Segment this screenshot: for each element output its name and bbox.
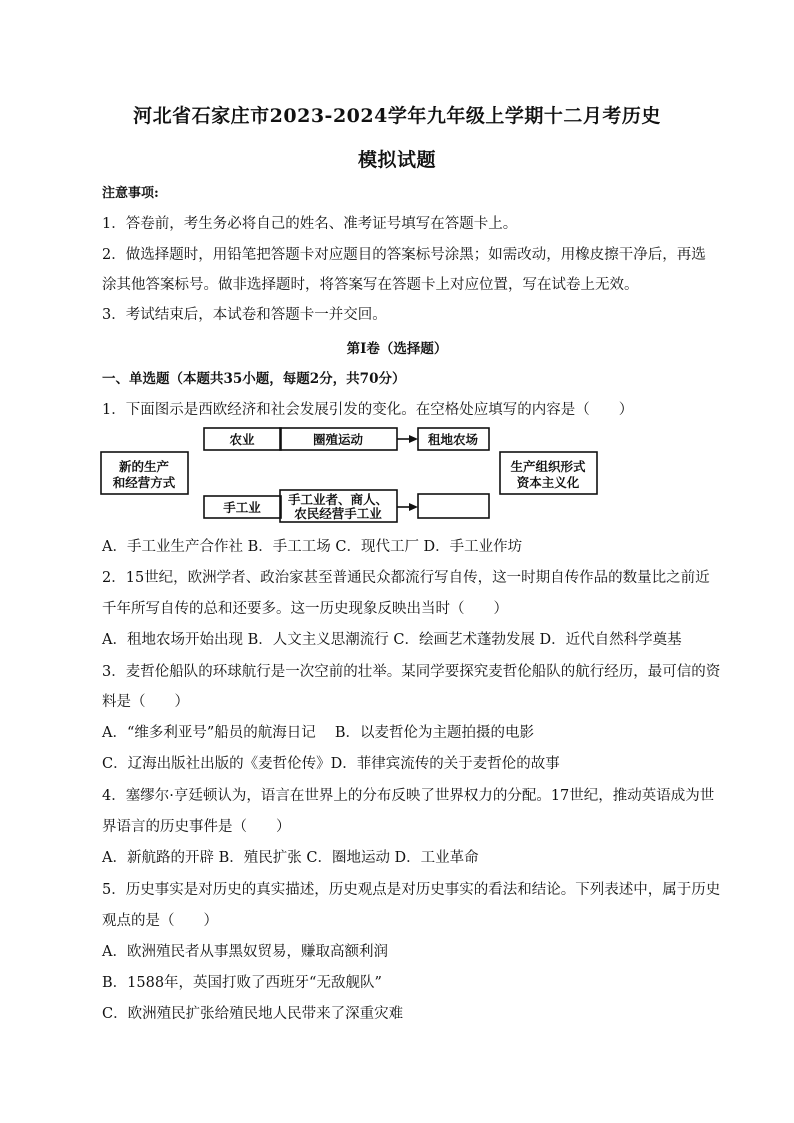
diagram-label-left-2: 和经营方式 bbox=[112, 475, 176, 490]
q3-stem-1: 3．麦哲伦船队的环球航行是一次空前的壮举。某同学要探究麦哲伦船队的航行经历，最可信的资 bbox=[102, 664, 721, 680]
diagram-label-agriculture: 农业 bbox=[229, 432, 255, 447]
q2-stem-2: 千年所写自传的总和还要多。这一历史现象反映出当时（ ） bbox=[102, 601, 508, 617]
part-heading: 一、单选题（本题共35小题，每题2分，共70分） bbox=[102, 371, 406, 387]
q1-diagram bbox=[100, 422, 600, 526]
exam-title: 河北省石家庄市2023-2024学年九年级上学期十二月考历史 bbox=[133, 105, 661, 127]
q3-options-2: C．辽海出版社出版的《麦哲伦传》D．菲律宾流传的关于麦哲伦的故事 bbox=[102, 756, 560, 772]
q5-stem-1: 5．历史事实是对历史的真实描述，历史观点是对历史事实的看法和结论。下列表述中，属于历史 bbox=[102, 882, 721, 898]
diagram-label-enclosure: 圈殖运动 bbox=[312, 432, 364, 447]
diagram-label-farm: 租地农场 bbox=[427, 432, 479, 447]
notice-heading: 注意事项: bbox=[102, 186, 159, 201]
diagram-label-left-1: 新的生产 bbox=[118, 459, 170, 474]
notice-item-1: 1．答卷前，考生务必将自己的姓名、准考证号填写在答题卡上。 bbox=[102, 216, 518, 232]
q4-stem-2: 界语言的历史事件是（ ） bbox=[102, 819, 291, 835]
arrow-head-top bbox=[409, 435, 418, 443]
notice-item-3: 3．考试结束后，本试卷和答题卡一并交回。 bbox=[102, 307, 387, 323]
q4-options: A．新航路的开辟 B．殖民扩张 C．圈地运动 D．工业革命 bbox=[102, 850, 479, 866]
q3-stem-2: 料是（ ） bbox=[102, 694, 189, 710]
q5-option-a: A．欧洲殖民者从事黑奴贸易，赚取高额利润 bbox=[102, 944, 388, 960]
diagram-box-blank bbox=[418, 494, 489, 518]
q4-stem-1: 4．塞缪尔·亨廷顿认为，语言在世界上的分布反映了世界权力的分配。17世纪，推动英语成为世 bbox=[102, 788, 715, 804]
q5-option-c: C．欧洲殖民扩张给殖民地人民带来了深重灾难 bbox=[102, 1006, 404, 1022]
q3-options-1: A．“维多利亚号”船员的航海日记 B．以麦哲伦为主题拍摄的电影 bbox=[102, 725, 535, 741]
q2-stem-1: 2．15世纪，欧洲学者、政治家甚至普通民众都流行写自传，这一时期自传作品的数量比之前近 bbox=[102, 570, 710, 586]
arrow-head-bottom bbox=[409, 503, 418, 511]
diagram-label-actors-2: 农民经营手工业 bbox=[294, 506, 382, 521]
q2-options: A．租地农场开始出现 B．人文主义思潮流行 C．绘画艺术蓬勃发展 D．近代自然科学奠基 bbox=[102, 632, 682, 648]
notice-item-2-line-2: 涂其他答案标号。做非选择题时，将答案写在答题卡上对应位置，写在试卷上无效。 bbox=[102, 277, 639, 293]
volume-heading: 第I卷（选择题） bbox=[346, 341, 448, 357]
q1-stem: 1．下面图示是西欧经济和社会发展引发的变化。在空格处应填写的内容是（ ） bbox=[102, 402, 634, 418]
notice-item-2-line-1: 2．做选择题时，用铅笔把答题卡对应题目的答案标号涂黑；如需改动，用橡皮擦干净后，再选 bbox=[102, 247, 706, 263]
diagram-label-right-2: 资本主义化 bbox=[516, 475, 580, 490]
q5-stem-2: 观点的是（ ） bbox=[102, 913, 218, 929]
diagram-label-handicraft: 手工业 bbox=[223, 500, 261, 515]
exam-subtitle: 模拟试题 bbox=[357, 149, 436, 171]
q5-option-b: B．1588年，英国打败了西班牙“无敌舰队” bbox=[102, 975, 382, 991]
diagram-label-actors-1: 手工业者、商人、 bbox=[287, 492, 389, 507]
q1-options: A．手工业生产合作社 B．手工工场 C．现代工厂 D．手工业作坊 bbox=[102, 539, 523, 555]
diagram-label-right-1: 生产组织形式 bbox=[510, 459, 586, 474]
